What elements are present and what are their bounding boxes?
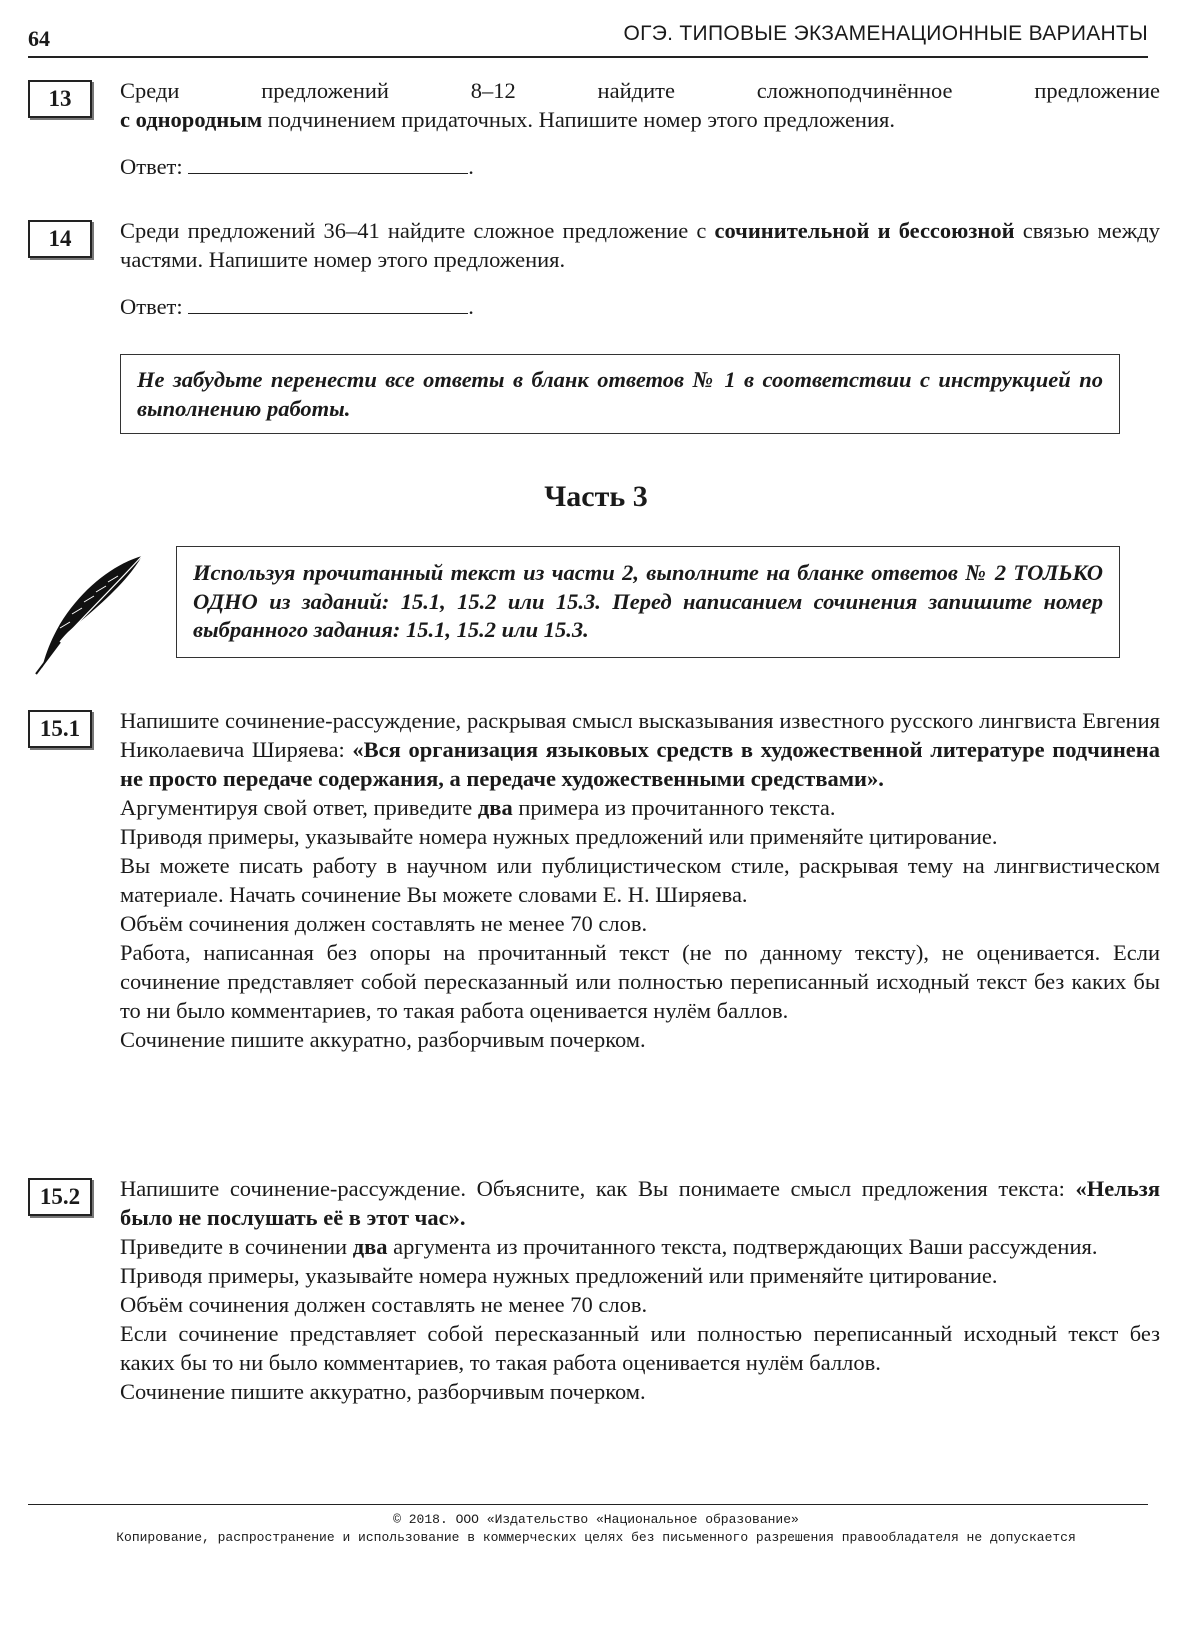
task-number-13: 13 xyxy=(28,80,92,118)
answer-label: Ответ: xyxy=(120,294,189,319)
header-rule xyxy=(28,56,1148,58)
task-15-2-prompt: Напишите сочинение-рассуждение. Объясните, как Вы понимаете смысл предложения текста: «Нельзя было не послушать её в этот час». xyxy=(120,1176,1160,1230)
task-15-2-arguments: Приведите в сочинении два аргумента из прочитанного текста, подтверждающих Ваши рассуждения. xyxy=(120,1234,1098,1259)
task-15-2-length: Объём сочинения должен составлять не менее 70 слов. xyxy=(120,1292,648,1317)
task-number-15-1: 15.1 xyxy=(28,710,92,748)
reminder-box: Не забудьте перенести все ответы в бланк ответов № 1 в соответствии с инструкцией по выполнению работы. xyxy=(120,354,1120,434)
task-13-body xyxy=(120,76,1160,181)
task-15-1-grading: Работа, написанная без опоры на прочитанный текст (не по данному тексту), не оценивается. Если сочинение представляет собой пересказанный или полностью переписанный исходный текст без каких бы то ни было комментариев, то такая работа оценивается нулём баллов. xyxy=(120,940,1160,1023)
task-15-1-examples: Приводя примеры, указывайте номера нужных предложений или применяйте цитирование. xyxy=(120,824,998,849)
part-3-instruction-box: Используя прочитанный текст из части 2, выполните на бланке ответов № 2 ТОЛЬКО ОДНО из заданий: 15.1, 15.2 или 15.3. Перед написанием сочинения запишите номер выбранного задания: 15.1, 15.2 или 15.3. xyxy=(176,546,1120,658)
task-15-2-body xyxy=(120,1174,1160,1406)
answer-field-13[interactable] xyxy=(188,153,468,174)
task-14-body xyxy=(120,216,1160,321)
page-number: 64 xyxy=(28,26,50,51)
task-15-1-body xyxy=(120,706,1160,1054)
task-15-2-examples: Приводя примеры, указывайте номера нужных предложений или применяйте цитирование. xyxy=(120,1263,998,1288)
task-15-1-handwriting: Сочинение пишите аккуратно, разборчивым почерком. xyxy=(120,1027,646,1052)
task-15-1-prompt: Напишите сочинение-рассуждение, раскрывая смысл высказывания известного русского лингвиста Евгения Николаевича Ширяева: «Вся организация языковых средств в художественной литературе подчинена не просто передаче содержания, а передаче художественными средствами». xyxy=(120,708,1160,791)
answer-field-14[interactable] xyxy=(188,293,468,314)
footer-copyright: © 2018. ООО «Издательство «Национальное образование» xyxy=(393,1512,799,1527)
footer-rule xyxy=(28,1504,1148,1505)
task-15-1-style: Вы можете писать работу в научном или публицистическом стиле, раскрывая тему на лингвистическом материале. Начать сочинение Вы можете словами Е. Н. Ширяева. xyxy=(120,853,1160,907)
task-13-text: Среди предложений 8–12 найдите сложноподчинённое предложение xyxy=(120,78,1160,103)
task-13-answer: Ответ: . xyxy=(120,154,474,179)
task-14-answer: Ответ: . xyxy=(120,294,474,319)
task-number-15-2: 15.2 xyxy=(28,1178,92,1216)
part-3-heading: Часть 3 xyxy=(544,480,648,513)
answer-label: Ответ: xyxy=(120,154,189,179)
task-14-text: Среди предложений 36–41 найдите сложное предложение с сочинительной и бессоюзной связью между частями. Напишите номер этого предложения. xyxy=(120,218,1160,272)
task-15-2-handwriting: Сочинение пишите аккуратно, разборчивым почерком. xyxy=(120,1379,646,1404)
footer-notice: Копирование, распространение и использование в коммерческих целях без письменного разрешения правообладателя не допускается xyxy=(116,1530,1076,1545)
task-number-14: 14 xyxy=(28,220,92,258)
task-13-text-2: с однородным подчинением придаточных. Напишите номер этого предложения. xyxy=(120,107,895,132)
task-15-1-length: Объём сочинения должен составлять не менее 70 слов. xyxy=(120,911,648,936)
quill-feather-icon xyxy=(22,548,152,678)
running-title: ОГЭ. ТИПОВЫЕ ЭКЗАМЕНАЦИОННЫЕ ВАРИАНТЫ xyxy=(623,22,1148,45)
task-15-1-arguments: Аргументируя свой ответ, приведите два примера из прочитанного текста. xyxy=(120,795,836,820)
task-15-2-grading: Если сочинение представляет собой пересказанный или полностью переписанный исходный текст без каких бы то ни было комментариев, то такая работа оценивается нулём баллов. xyxy=(120,1321,1160,1375)
